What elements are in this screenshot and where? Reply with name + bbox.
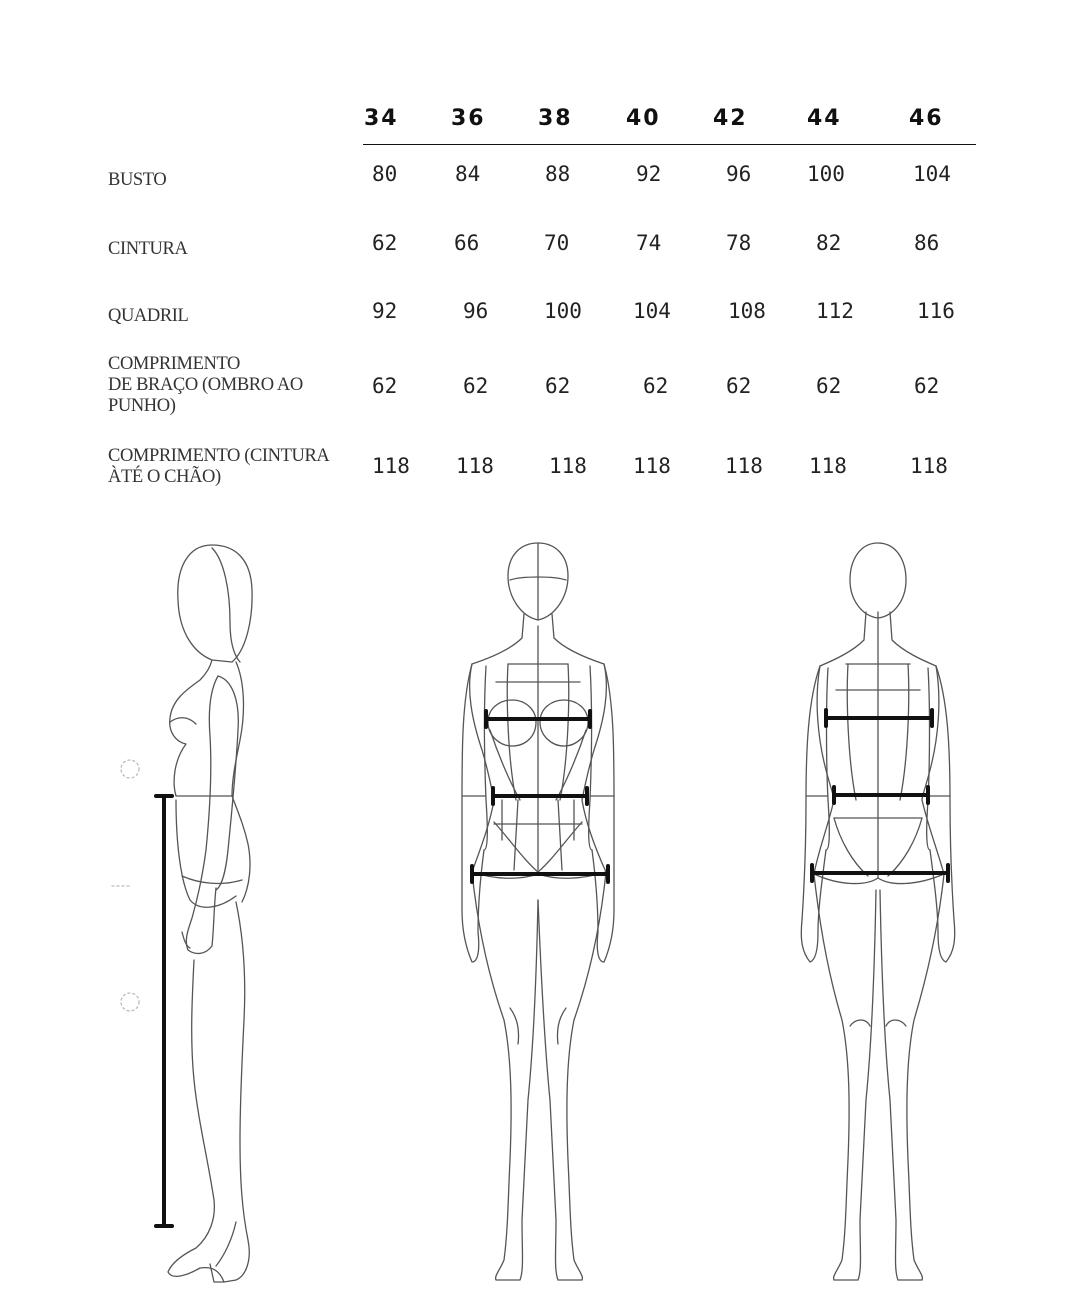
- table-cell: 104: [633, 299, 671, 323]
- table-cell: 118: [456, 454, 494, 478]
- table-cell: 62: [545, 374, 571, 398]
- row-label-cintura: CINTURA: [108, 239, 188, 259]
- size-header-44: 44: [807, 106, 842, 131]
- size-header-38: 38: [538, 106, 573, 131]
- table-cell: 66: [454, 231, 480, 255]
- table-cell: 118: [633, 454, 671, 478]
- size-header-46: 46: [909, 106, 944, 131]
- table-cell: 96: [726, 162, 752, 186]
- table-cell: 84: [455, 162, 481, 186]
- table-cell: 112: [816, 299, 854, 323]
- table-cell: 116: [917, 299, 955, 323]
- table-cell: 86: [914, 231, 940, 255]
- table-cell: 62: [372, 231, 398, 255]
- table-cell: 100: [807, 162, 845, 186]
- size-header-36: 36: [451, 106, 486, 131]
- table-cell: 62: [914, 374, 940, 398]
- table-cell: 62: [372, 374, 398, 398]
- table-cell: 74: [636, 231, 662, 255]
- table-cell: 92: [636, 162, 662, 186]
- side-figure: [112, 545, 252, 1282]
- back-figure: [801, 543, 954, 1280]
- table-cell: 100: [544, 299, 582, 323]
- table-cell: 104: [913, 162, 951, 186]
- table-cell: 118: [910, 454, 948, 478]
- row-label-quadril: QUADRIL: [108, 306, 189, 326]
- waist-to-floor-measure: [156, 796, 172, 1226]
- table-cell: 92: [372, 299, 398, 323]
- size-header-34: 34: [364, 106, 399, 131]
- table-cell: 82: [816, 231, 842, 255]
- back-measure-lines: [812, 710, 948, 881]
- table-cell: 80: [372, 162, 398, 186]
- table-cell: 96: [463, 299, 489, 323]
- row-label-comprimento-de-braco: COMPRIMENTO DE BRAÇO (OMBRO AO PUNHO): [108, 354, 303, 416]
- table-cell: 62: [726, 374, 752, 398]
- table-cell: 118: [809, 454, 847, 478]
- table-cell: 118: [549, 454, 587, 478]
- table-cell: 108: [728, 299, 766, 323]
- table-cell: 88: [545, 162, 571, 186]
- row-label-comprimento-cintura-ao-chao: COMPRIMENTO (CINTURA ÀTÉ O CHÃO): [108, 446, 330, 487]
- table-cell: 62: [816, 374, 842, 398]
- size-header-40: 40: [626, 106, 661, 131]
- table-cell: 62: [643, 374, 669, 398]
- table-cell: 70: [544, 231, 570, 255]
- table-cell: 118: [372, 454, 410, 478]
- table-cell: 62: [463, 374, 489, 398]
- row-label-busto: BUSTO: [108, 170, 167, 190]
- front-figure: [462, 543, 614, 1280]
- table-cell: 118: [725, 454, 763, 478]
- size-header-42: 42: [713, 106, 748, 131]
- table-cell: 78: [726, 231, 752, 255]
